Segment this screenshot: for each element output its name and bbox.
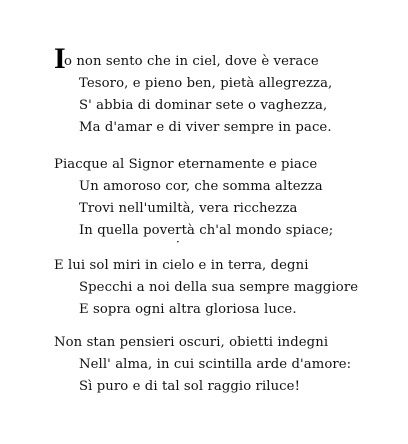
stanza-2-line-2: Un amoroso cor, che somma altezza [79, 179, 323, 194]
drop-cap: I [54, 42, 66, 75]
stanza-2-line-4: In quella povertà ch'al mondo spiace; [79, 223, 334, 238]
stanza-1-line-2: Tesoro, e pieno ben, pietà allegrezza, [79, 76, 333, 91]
stanza-1-line-1: o non sento che in ciel, dove è verace [64, 54, 319, 69]
stanza-1-line-3: S' abbia di dominar sete o vaghezza, [79, 98, 328, 113]
stanza-4-line-1: Non stan pensieri oscuri, obietti indegni [54, 335, 329, 350]
stanza-3-line-1: E lui sol miri in cielo e in terra, degni [54, 258, 309, 273]
stanza-3-mark: · [176, 235, 180, 249]
stanza-3-line-3: E sopra ogni altra gloriosa luce. [79, 302, 297, 317]
stanza-2-line-1: Piacque al Signor eternamente e piace [54, 157, 318, 172]
stanza-4-line-2: Nell' alma, in cui scintilla arde d'amore: [79, 357, 352, 372]
stanza-1-line-4: Ma d'amar e di viver sempre in pace. [79, 120, 332, 135]
stanza-3-line-2: Specchi a noi della sua sempre maggiore [79, 280, 359, 295]
stanza-2-line-3: Trovi nell'umiltà, vera ricchezza [79, 201, 298, 216]
stanza-4-line-3: Sì puro e di tal sol raggio riluce! [79, 379, 300, 394]
